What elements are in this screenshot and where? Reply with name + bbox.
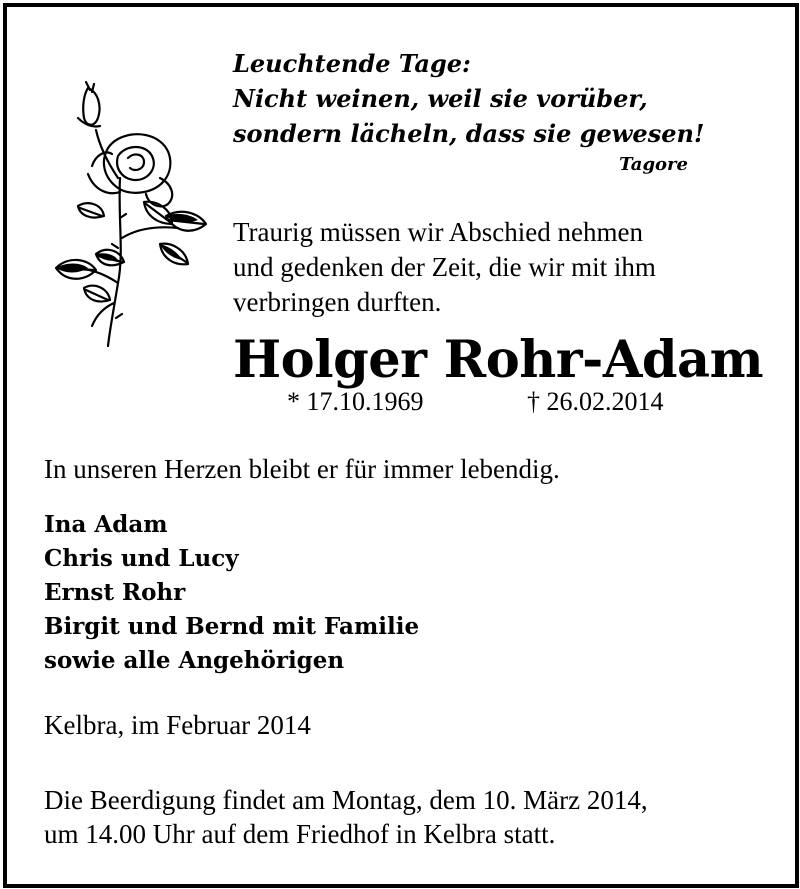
mourner-name: sowie alle Angehörigen: [44, 647, 345, 674]
intro-line: Traurig müssen wir Abschied nehmen: [233, 217, 643, 247]
intro-text: [233, 215, 763, 320]
quote-block: [233, 46, 703, 151]
mourners-list: [44, 508, 419, 678]
quote-author: Tagore: [619, 154, 688, 175]
quote-line: Leuchtende Tage:: [233, 49, 471, 78]
funeral-line: Die Beerdigung findet am Montag, dem 10. März 2014,: [44, 785, 648, 815]
funeral-info: [44, 783, 648, 851]
place-and-date: Kelbra, im Februar 2014: [44, 710, 311, 740]
intro-line: und gedenken der Zeit, die wir mit ihm: [233, 252, 656, 282]
mourner-name: Chris und Lucy: [44, 545, 239, 572]
mourner-name: Ernst Rohr: [44, 579, 186, 606]
mourner-name: Birgit und Bernd mit Familie: [44, 613, 420, 640]
rose-icon: [48, 78, 218, 350]
quote-line: Nicht weinen, weil sie vorüber,: [233, 84, 648, 113]
mourner-name: Ina Adam: [44, 511, 168, 538]
intro-line: verbringen durften.: [233, 287, 442, 317]
memorial-sentence: In unseren Herzen bleibt er für immer lebendig.: [44, 454, 560, 484]
funeral-line: um 14.00 Uhr auf dem Friedhof in Kelbra statt.: [44, 819, 556, 849]
quote-line: sondern lächeln, dass sie gewesen!: [233, 119, 705, 148]
deceased-name: Holger Rohr-Adam: [233, 330, 764, 390]
birth-date: * 17.10.1969: [287, 387, 424, 416]
death-date: † 26.02.2014: [527, 387, 664, 416]
